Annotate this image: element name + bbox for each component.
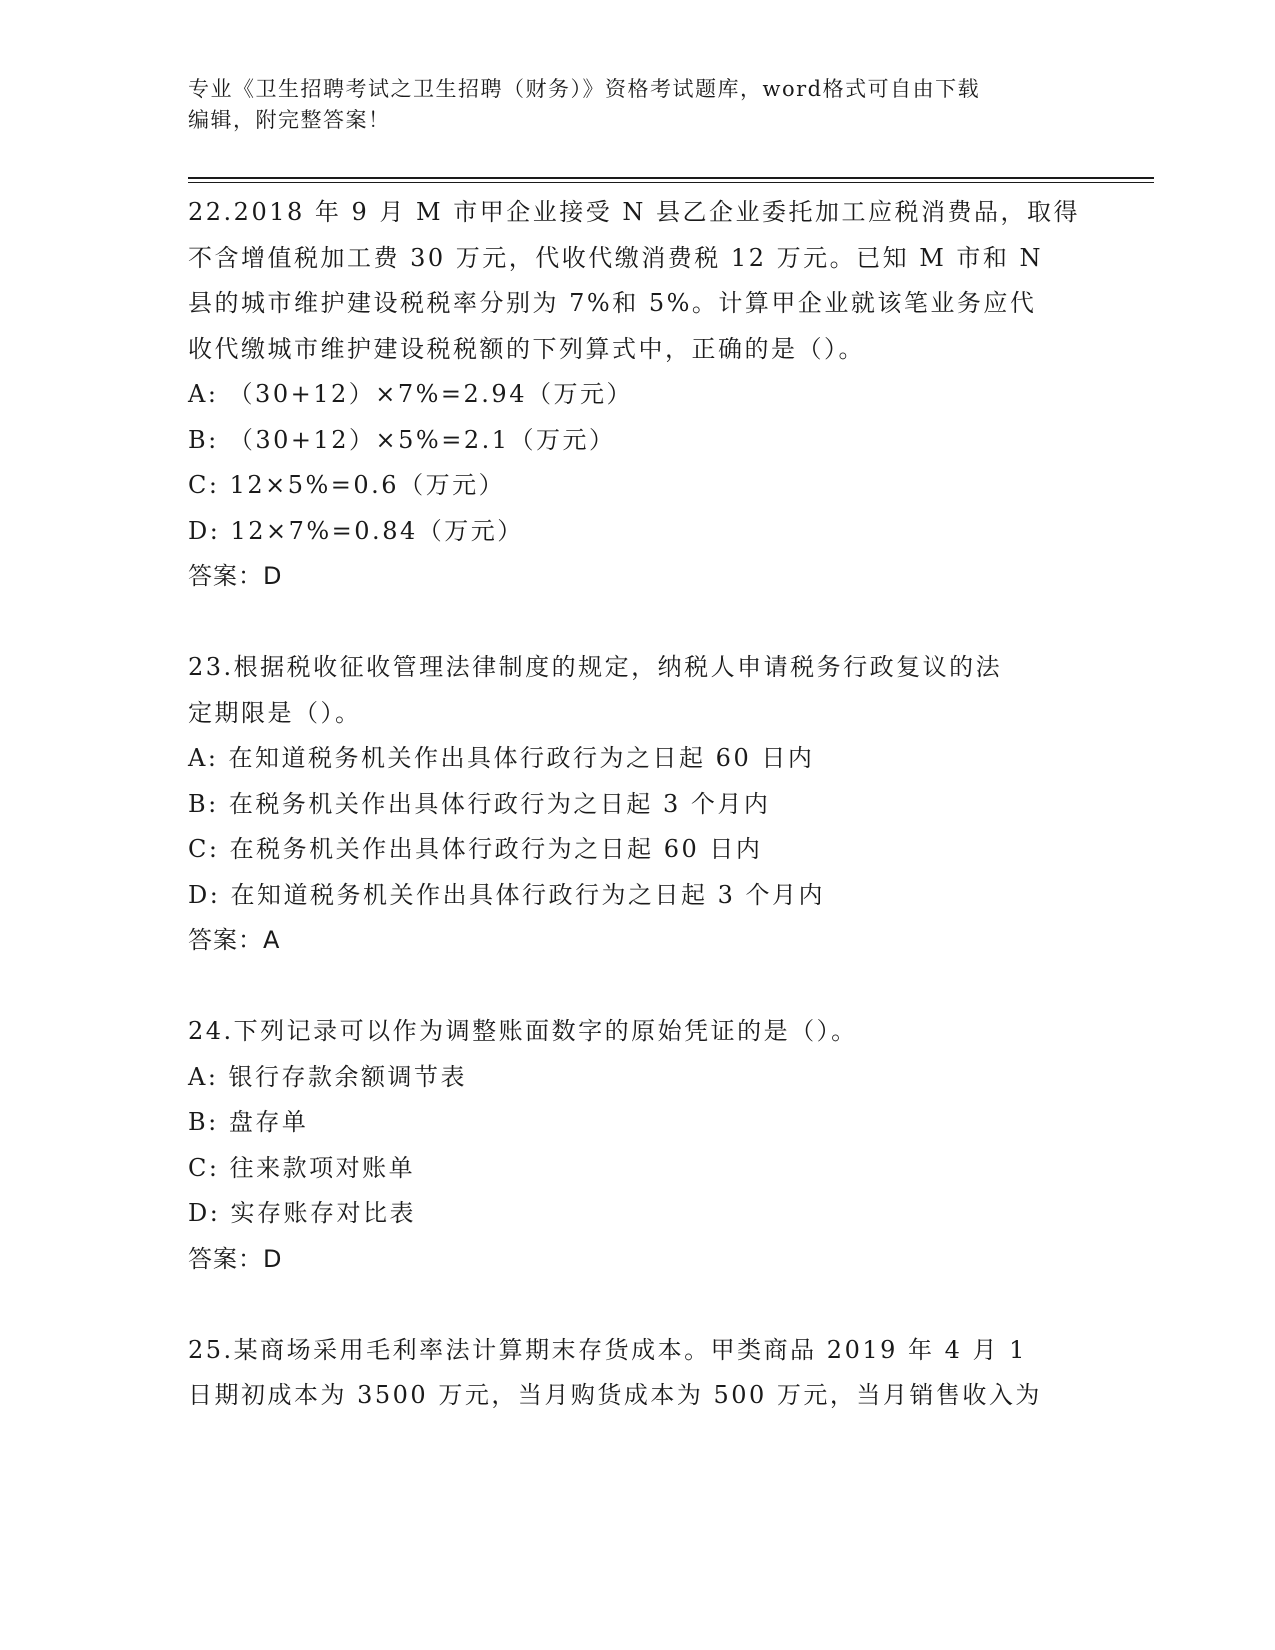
question-stem-line: 县的城市维护建设税税率分别为 7%和 5%。计算甲企业就该笔业务应代 <box>188 289 1037 317</box>
option-b: B: 盘存单 <box>188 1108 309 1136</box>
option-a: A: 银行存款余额调节表 <box>188 1062 468 1091</box>
option-a: A: （30+12）×7%=2.94（万元） <box>188 380 633 408</box>
spacer <box>188 1282 1088 1328</box>
spacer <box>188 964 1088 1010</box>
header-line-2: 编辑，附完整答案！ <box>188 108 391 132</box>
option-c: C: 往来款项对账单 <box>188 1153 416 1182</box>
document-header <box>188 74 1088 136</box>
question-stem-line: 日期初成本为 3500 万元，当月购货成本为 500 万元，当月销售收入为 <box>188 1381 1042 1409</box>
answer-line: 答案：D <box>188 562 283 590</box>
question-stem-line: 定期限是（）。 <box>188 698 362 727</box>
header-line-1: 专业《卫生招聘考试之卫生招聘（财务）》资格考试题库，word格式可自由下载 <box>188 77 981 101</box>
option-b: B: （30+12）×5%=2.1（万元） <box>188 425 616 454</box>
option-a: A: 在知道税务机关作出具体行政行为之日起 60 日内 <box>188 744 815 772</box>
header-divider-thick <box>188 177 1154 179</box>
question-25 <box>188 1328 1088 1419</box>
header-divider-thin <box>188 182 1154 183</box>
answer-line: 答案：D <box>188 1244 283 1273</box>
option-c: C: 12×5%=0.6（万元） <box>188 471 506 499</box>
question-list <box>188 190 1088 1419</box>
question-stem-line: 25.某商场采用毛利率法计算期末存货成本。甲类商品 2019 年 4 月 1 <box>188 1335 1027 1364</box>
question-stem-line: 收代缴城市维护建设税税额的下列算式中，正确的是（）。 <box>188 334 865 363</box>
option-c: C: 在税务机关作出具体行政行为之日起 60 日内 <box>188 835 763 863</box>
spacer <box>188 600 1088 646</box>
question-24 <box>188 1009 1088 1282</box>
question-stem-line: 23.根据税收征收管理法律制度的规定，纳税人申请税务行政复议的法 <box>188 653 1003 681</box>
option-d: D: 在知道税务机关作出具体行政行为之日起 3 个月内 <box>188 880 825 909</box>
option-d: D: 12×7%=0.84（万元） <box>188 516 524 545</box>
question-23 <box>188 645 1088 964</box>
question-stem-line: 不含增值税加工费 30 万元，代收代缴消费税 12 万元。已知 M 市和 N <box>188 243 1044 272</box>
question-stem-line: 24.下列记录可以作为调整账面数字的原始凭证的是（）。 <box>188 1017 858 1045</box>
question-stem-line: 22.2018 年 9 月 M 市甲企业接受 N 县乙企业委托加工应税消费品，取得 <box>188 198 1080 226</box>
question-22 <box>188 190 1088 600</box>
option-d: D: 实存账存对比表 <box>188 1199 416 1227</box>
answer-line: 答案：A <box>188 926 281 954</box>
option-b: B: 在税务机关作出具体行政行为之日起 3 个月内 <box>188 789 771 818</box>
